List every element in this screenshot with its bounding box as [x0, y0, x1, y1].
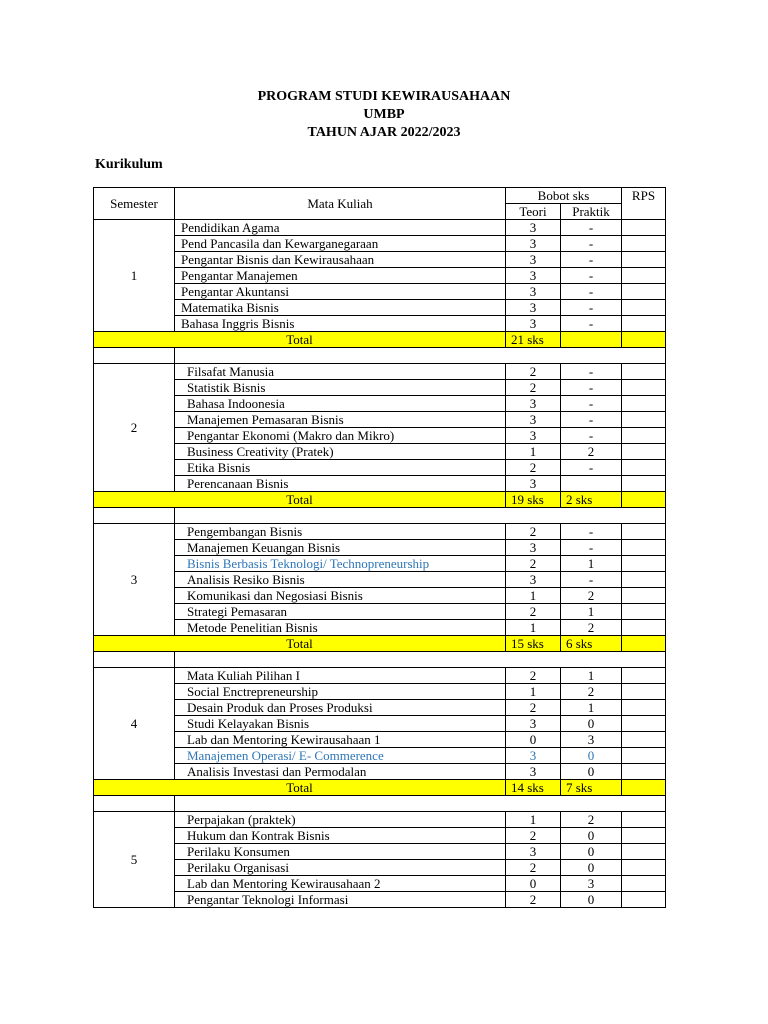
course-teori: 3: [506, 540, 561, 556]
course-name: Pend Pancasila dan Kewarganegaraan: [175, 236, 506, 252]
course-teori: 3: [506, 236, 561, 252]
course-rps: [622, 764, 666, 780]
course-name: Strategi Pemasaran: [175, 604, 506, 620]
course-name: Statistik Bisnis: [175, 380, 506, 396]
table-row: [94, 892, 666, 908]
course-name: Mata Kuliah Pilihan I: [175, 668, 506, 684]
table-row: [94, 540, 666, 556]
total-row: [94, 780, 666, 796]
course-praktik: 1: [561, 700, 622, 716]
course-rps: [622, 540, 666, 556]
total-teori: 19 sks: [506, 492, 561, 508]
semester-number: 1: [94, 220, 175, 332]
course-praktik: -: [561, 572, 622, 588]
course-praktik: 0: [561, 716, 622, 732]
course-praktik: 3: [561, 732, 622, 748]
semester-number: 5: [94, 812, 175, 908]
course-praktik: -: [561, 284, 622, 300]
course-name: Manajemen Operasi/ E- Commerence: [175, 748, 506, 764]
course-rps: [622, 620, 666, 636]
course-rps: [622, 860, 666, 876]
total-teori: 15 sks: [506, 636, 561, 652]
table-row: [94, 588, 666, 604]
table-row: [94, 668, 666, 684]
course-teori: 2: [506, 892, 561, 908]
spacer-row: [94, 348, 666, 364]
course-name: Metode Penelitian Bisnis: [175, 620, 506, 636]
course-name: Pendidikan Agama: [175, 220, 506, 236]
course-name: Matematika Bisnis: [175, 300, 506, 316]
table-row: [94, 412, 666, 428]
course-praktik: -: [561, 540, 622, 556]
semester-number: 4: [94, 668, 175, 780]
spacer-row: [94, 796, 666, 812]
course-teori: 1: [506, 684, 561, 700]
table-row: [94, 444, 666, 460]
institution-name: UMBP: [363, 107, 405, 122]
table-row: [94, 556, 666, 572]
course-teori: 0: [506, 876, 561, 892]
total-praktik: 6 sks: [561, 636, 622, 652]
table-row: [94, 284, 666, 300]
course-praktik: 1: [561, 668, 622, 684]
course-name: Pengantar Ekonomi (Makro dan Mikro): [175, 428, 506, 444]
course-praktik: 2: [561, 620, 622, 636]
semester-number: 2: [94, 364, 175, 492]
course-teori: 3: [506, 252, 561, 268]
course-rps: [622, 460, 666, 476]
course-praktik: 2: [561, 812, 622, 828]
course-name: Filsafat Manusia: [175, 364, 506, 380]
course-teori: 1: [506, 444, 561, 460]
course-rps: [622, 524, 666, 540]
table-row: [94, 844, 666, 860]
total-teori: 14 sks: [506, 780, 561, 796]
academic-year: TAHUN AJAR 2022/2023: [307, 125, 461, 140]
course-name: Bahasa Inggris Bisnis: [175, 316, 506, 332]
course-name: Etika Bisnis: [175, 460, 506, 476]
course-praktik: -: [561, 460, 622, 476]
course-praktik: 0: [561, 892, 622, 908]
course-teori: 1: [506, 588, 561, 604]
course-name: Pengantar Bisnis dan Kewirausahaan: [175, 252, 506, 268]
course-praktik: 0: [561, 860, 622, 876]
course-rps: [622, 428, 666, 444]
total-label: Total: [94, 636, 506, 652]
course-teori: 3: [506, 396, 561, 412]
course-name: Perilaku Organisasi: [175, 860, 506, 876]
header-praktik: Praktik: [561, 204, 622, 220]
table-row: [94, 764, 666, 780]
course-name: Desain Produk dan Proses Produksi: [175, 700, 506, 716]
total-row: [94, 332, 666, 348]
spacer-cell: [175, 508, 666, 524]
table-row: [94, 572, 666, 588]
table-row: [94, 428, 666, 444]
total-rps: [622, 780, 666, 796]
course-rps: [622, 316, 666, 332]
table-row: [94, 460, 666, 476]
course-name: Pengembangan Bisnis: [175, 524, 506, 540]
course-teori: 3: [506, 412, 561, 428]
course-praktik: 2: [561, 444, 622, 460]
course-name: Pengantar Teknologi Informasi: [175, 892, 506, 908]
course-teori: 3: [506, 748, 561, 764]
course-rps: [622, 556, 666, 572]
total-row: [94, 636, 666, 652]
total-rps: [622, 332, 666, 348]
course-name: Hukum dan Kontrak Bisnis: [175, 828, 506, 844]
course-name: Manajemen Keuangan Bisnis: [175, 540, 506, 556]
semester-number: 3: [94, 524, 175, 636]
course-teori: 3: [506, 844, 561, 860]
spacer-cell: [94, 796, 175, 812]
total-praktik: 2 sks: [561, 492, 622, 508]
spacer-cell: [175, 348, 666, 364]
table-row: [94, 268, 666, 284]
course-rps: [622, 236, 666, 252]
course-rps: [622, 364, 666, 380]
course-rps: [622, 396, 666, 412]
course-praktik: 0: [561, 748, 622, 764]
header-semester: Semester: [94, 188, 175, 220]
header-mata-kuliah: Mata Kuliah: [175, 188, 506, 220]
table-row: [94, 524, 666, 540]
course-praktik: [561, 476, 622, 492]
course-praktik: -: [561, 300, 622, 316]
table-header-row: [94, 188, 666, 204]
total-label: Total: [94, 492, 506, 508]
course-teori: 2: [506, 460, 561, 476]
course-name: Komunikasi dan Negosiasi Bisnis: [175, 588, 506, 604]
course-praktik: 2: [561, 588, 622, 604]
spacer-cell: [175, 796, 666, 812]
course-name: Lab dan Mentoring Kewirausahaan 1: [175, 732, 506, 748]
table-row: [94, 300, 666, 316]
course-rps: [622, 892, 666, 908]
total-label: Total: [94, 332, 506, 348]
table-row: [94, 876, 666, 892]
spacer-row: [94, 652, 666, 668]
spacer-cell: [94, 348, 175, 364]
total-praktik: 7 sks: [561, 780, 622, 796]
course-rps: [622, 876, 666, 892]
total-rps: [622, 636, 666, 652]
course-teori: 3: [506, 764, 561, 780]
total-praktik: [561, 332, 622, 348]
course-praktik: 3: [561, 876, 622, 892]
course-praktik: -: [561, 364, 622, 380]
course-name: Lab dan Mentoring Kewirausahaan 2: [175, 876, 506, 892]
table-row: [94, 396, 666, 412]
course-praktik: 0: [561, 764, 622, 780]
course-name: Perencanaan Bisnis: [175, 476, 506, 492]
program-title: PROGRAM STUDI KEWIRAUSAHAAN: [257, 89, 511, 104]
table-row: [94, 860, 666, 876]
course-teori: 1: [506, 812, 561, 828]
course-rps: [622, 748, 666, 764]
course-teori: 3: [506, 428, 561, 444]
table-row: [94, 236, 666, 252]
course-rps: [622, 380, 666, 396]
course-name: Pengantar Akuntansi: [175, 284, 506, 300]
course-name: Perpajakan (praktek): [175, 812, 506, 828]
course-rps: [622, 732, 666, 748]
table-row: [94, 828, 666, 844]
course-rps: [622, 588, 666, 604]
course-teori: 3: [506, 268, 561, 284]
course-rps: [622, 300, 666, 316]
table-row: [94, 684, 666, 700]
table-row: [94, 812, 666, 828]
course-praktik: 1: [561, 604, 622, 620]
course-rps: [622, 412, 666, 428]
table-row: [94, 476, 666, 492]
course-praktik: 1: [561, 556, 622, 572]
course-praktik: -: [561, 268, 622, 284]
course-teori: 2: [506, 828, 561, 844]
table-row: [94, 620, 666, 636]
course-rps: [622, 668, 666, 684]
course-teori: 2: [506, 700, 561, 716]
course-praktik: -: [561, 412, 622, 428]
table-row: [94, 380, 666, 396]
course-name: Analisis Investasi dan Permodalan: [175, 764, 506, 780]
course-name: Perilaku Konsumen: [175, 844, 506, 860]
header-teori: Teori: [506, 204, 561, 220]
total-label: Total: [94, 780, 506, 796]
course-name: Bahasa Indoonesia: [175, 396, 506, 412]
course-praktik: 2: [561, 684, 622, 700]
total-rps: [622, 492, 666, 508]
course-rps: [622, 252, 666, 268]
course-teori: 2: [506, 524, 561, 540]
course-teori: 2: [506, 364, 561, 380]
course-teori: 2: [506, 556, 561, 572]
course-teori: 3: [506, 300, 561, 316]
course-praktik: -: [561, 252, 622, 268]
spacer-cell: [94, 652, 175, 668]
course-rps: [622, 604, 666, 620]
course-teori: 1: [506, 620, 561, 636]
course-teori: 3: [506, 476, 561, 492]
course-name: Manajemen Pemasaran Bisnis: [175, 412, 506, 428]
course-praktik: 0: [561, 844, 622, 860]
table-row: [94, 604, 666, 620]
course-rps: [622, 812, 666, 828]
total-teori: 21 sks: [506, 332, 561, 348]
header-rps: RPS: [622, 188, 666, 220]
course-praktik: -: [561, 396, 622, 412]
spacer-row: [94, 508, 666, 524]
course-teori: 2: [506, 668, 561, 684]
course-rps: [622, 444, 666, 460]
table-row: [94, 700, 666, 716]
course-rps: [622, 844, 666, 860]
course-praktik: -: [561, 428, 622, 444]
course-rps: [622, 828, 666, 844]
table-row: [94, 316, 666, 332]
course-teori: 2: [506, 604, 561, 620]
table-row: [94, 748, 666, 764]
course-teori: 3: [506, 284, 561, 300]
spacer-cell: [94, 508, 175, 524]
course-praktik: -: [561, 316, 622, 332]
course-praktik: -: [561, 524, 622, 540]
course-teori: 3: [506, 220, 561, 236]
course-praktik: -: [561, 236, 622, 252]
course-rps: [622, 700, 666, 716]
course-rps: [622, 476, 666, 492]
course-name: Pengantar Manajemen: [175, 268, 506, 284]
header-bobot-sks: Bobot sks: [506, 188, 622, 204]
course-teori: 2: [506, 380, 561, 396]
course-rps: [622, 572, 666, 588]
table-row: [94, 716, 666, 732]
course-rps: [622, 220, 666, 236]
course-teori: 3: [506, 316, 561, 332]
total-row: [94, 492, 666, 508]
course-name: Social Enctrepreneurship: [175, 684, 506, 700]
table-row: [94, 732, 666, 748]
course-rps: [622, 268, 666, 284]
course-teori: 0: [506, 732, 561, 748]
course-praktik: -: [561, 220, 622, 236]
course-rps: [622, 284, 666, 300]
course-name: Analisis Resiko Bisnis: [175, 572, 506, 588]
course-praktik: 0: [561, 828, 622, 844]
section-title: Kurikulum: [95, 157, 163, 172]
course-name: Business Creativity (Pratek): [175, 444, 506, 460]
curriculum-table: [93, 187, 666, 908]
course-praktik: -: [561, 380, 622, 396]
course-name: Studi Kelayakan Bisnis: [175, 716, 506, 732]
table-row: [94, 364, 666, 380]
course-teori: 3: [506, 572, 561, 588]
course-rps: [622, 684, 666, 700]
spacer-cell: [175, 652, 666, 668]
course-teori: 3: [506, 716, 561, 732]
table-row: [94, 220, 666, 236]
course-name: Bisnis Berbasis Teknologi/ Technopreneurship: [175, 556, 506, 572]
course-teori: 2: [506, 860, 561, 876]
table-row: [94, 252, 666, 268]
course-rps: [622, 716, 666, 732]
